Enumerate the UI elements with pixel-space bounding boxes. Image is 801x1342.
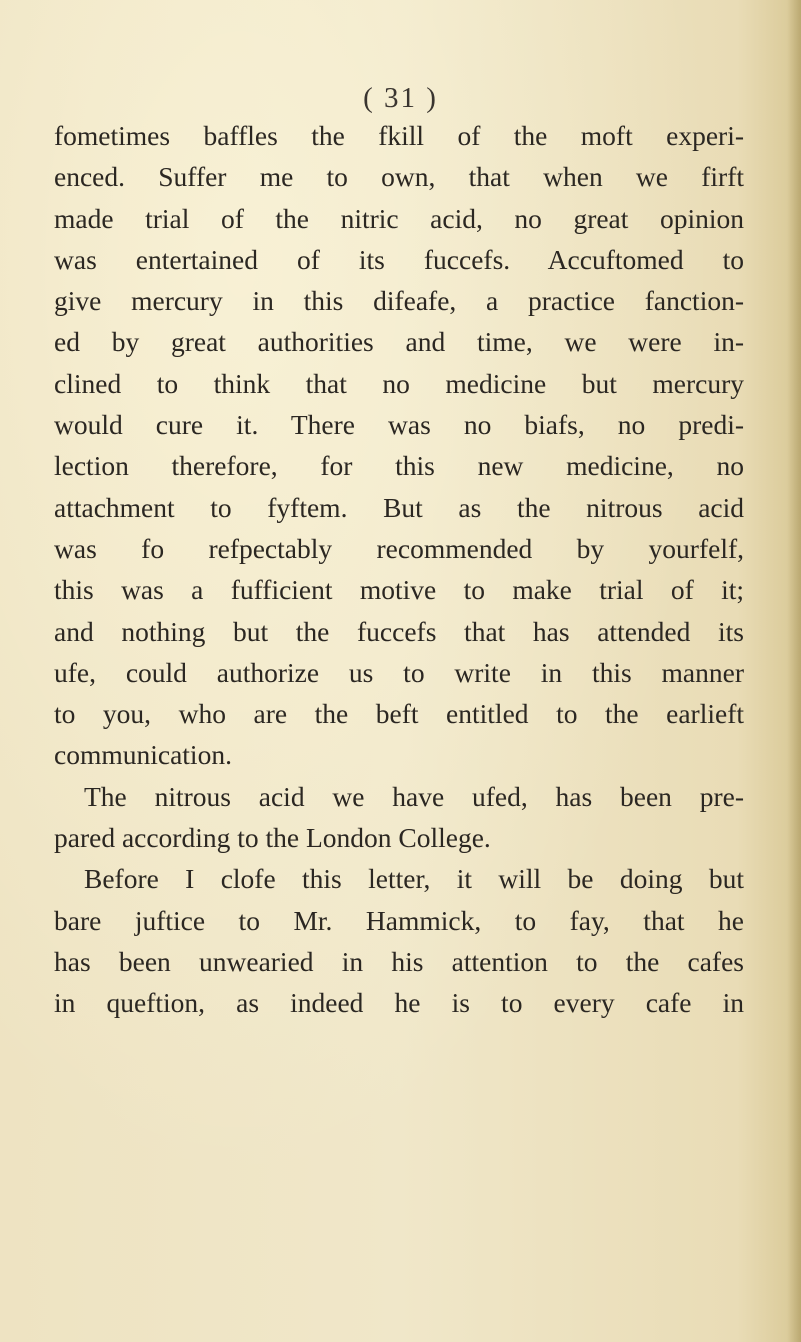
text-line: fometimes baffles the fkill of the moft experi- — [54, 120, 744, 151]
text-line: and nothing but the fuccefs that has attended its — [54, 615, 744, 647]
text-line: give mercury in this difeafe, a practice fanction- — [54, 285, 744, 317]
text-line: communication. — [54, 739, 232, 771]
text-line: was entertained of its fuccefs. Accuftomed to — [54, 243, 744, 275]
text-line: ufe, could authorize us to write in this manner — [54, 656, 744, 688]
page-edge-shadow — [787, 0, 801, 1342]
body-text — [54, 115, 744, 1024]
text-line: in queftion, as indeed he is to every cafe in — [54, 987, 744, 1019]
text-line: this was a fufficient motive to make trial of it; — [54, 574, 744, 606]
text-line: to you, who are the beft entitled to the earlieft — [54, 698, 744, 730]
text-line: enced. Suffer me to own, that when we firft — [54, 161, 744, 193]
text-line: clined to think that no medicine but mercury — [54, 367, 744, 399]
page-number: ( 31 ) — [363, 82, 438, 114]
text-line: bare juftice to Mr. Hammick, to fay, that he — [54, 904, 744, 936]
text-line: The nitrous acid we have ufed, has been pre- — [84, 780, 744, 812]
text-line: ed by great authorities and time, we were in- — [54, 326, 744, 358]
text-line: lection therefore, for this new medicine, no — [54, 450, 744, 482]
text-line: Before I clofe this letter, it will be doing but — [84, 863, 744, 895]
text-line: made trial of the nitric acid, no great opinion — [54, 202, 744, 234]
text-line: pared according to the London College. — [54, 822, 491, 854]
text-line: attachment to fyftem. But as the nitrous acid — [54, 491, 744, 523]
text-line: was fo refpectably recommended by yourfelf, — [54, 532, 744, 564]
text-line: has been unwearied in his attention to the cafes — [54, 945, 744, 977]
text-line: would cure it. There was no biafs, no predi- — [54, 409, 744, 441]
